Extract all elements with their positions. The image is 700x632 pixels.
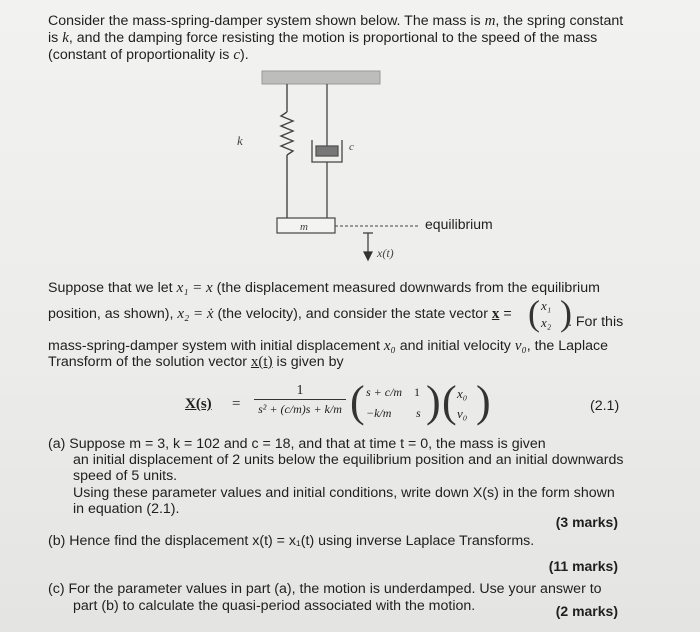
state-line-2: position, as shown), x₂ = ẋ (the velocity), and consider the state vector x = — [48, 306, 512, 322]
equation-matrix: ( s + c/m 1 −k/m s ) — [350, 377, 441, 426]
part-c-line-1: (c) For the parameter values in part (a), the motion is underdamped. Use your answer to — [48, 581, 602, 597]
equation-numerator: 1 — [254, 382, 346, 400]
part-c-marks: (2 marks) — [555, 603, 618, 619]
state-line-4: Transform of the solution vector x(t) is given by — [48, 354, 344, 370]
intro-line-2: is k, and the damping force resisting the motion is proportional to the speed of the mass — [48, 30, 598, 46]
part-b-line-1: (b) Hence find the displacement x(t) = x₁(t) using inverse Laplace Transforms. — [48, 533, 535, 549]
part-a-line-3: speed of 5 units. — [73, 468, 178, 484]
state-vector-column: ( x₁ x₂ ) — [528, 293, 572, 333]
displacement-label: x(t) — [377, 246, 394, 260]
equation-initial-vector: ( x₀ v₀ ) — [442, 377, 491, 426]
spring-label: k — [237, 133, 243, 148]
equation-2-1 — [180, 377, 650, 430]
intro-line-1: Consider the mass-spring-damper system shown below. The mass is m, the spring constant — [48, 13, 624, 29]
equation-lhs: X(s) — [185, 396, 212, 412]
part-a-marks: (3 marks) — [555, 514, 618, 530]
equilibrium-label: equilibrium — [425, 216, 493, 232]
equation-fraction — [254, 382, 346, 418]
mass-label: m — [300, 221, 308, 233]
intro-line-3: (constant of proportionality is c). — [48, 47, 249, 63]
part-a-line-1: (a) Suppose m = 3, k = 102 and c = 18, and that at time t = 0, the mass is given — [48, 436, 546, 452]
spring-icon — [281, 84, 293, 218]
equation-equals: = — [232, 396, 241, 412]
damper-icon — [312, 84, 342, 218]
ceiling-support — [262, 71, 380, 84]
part-a-line-2: an initial displacement of 2 units below the equilibrium position and an initial downwards — [73, 452, 624, 468]
equation-number: (2.1) — [590, 398, 620, 414]
state-line-3: mass-spring-damper system with initial displacement x₀ and initial velocity v₀, the Laplace — [48, 338, 608, 354]
state-line-2-end: . For this — [568, 314, 624, 330]
part-a-line-5: in equation (2.1). — [73, 501, 180, 517]
equation-denominator: s² + (c/m)s + k/m — [258, 402, 342, 416]
part-b-marks: (11 marks) — [548, 558, 618, 574]
state-line-1: Suppose that we let x₁ = x (the displacement measured downwards from the equilibrium — [48, 280, 600, 296]
part-c-line-2: part (b) to calculate the quasi-period associated with the motion. — [73, 598, 476, 614]
damper-label: c — [349, 141, 354, 153]
part-a-line-4: Using these parameter values and initial conditions, write down X(s) in the form shown — [73, 485, 615, 501]
displacement-arrow-icon — [363, 233, 373, 260]
